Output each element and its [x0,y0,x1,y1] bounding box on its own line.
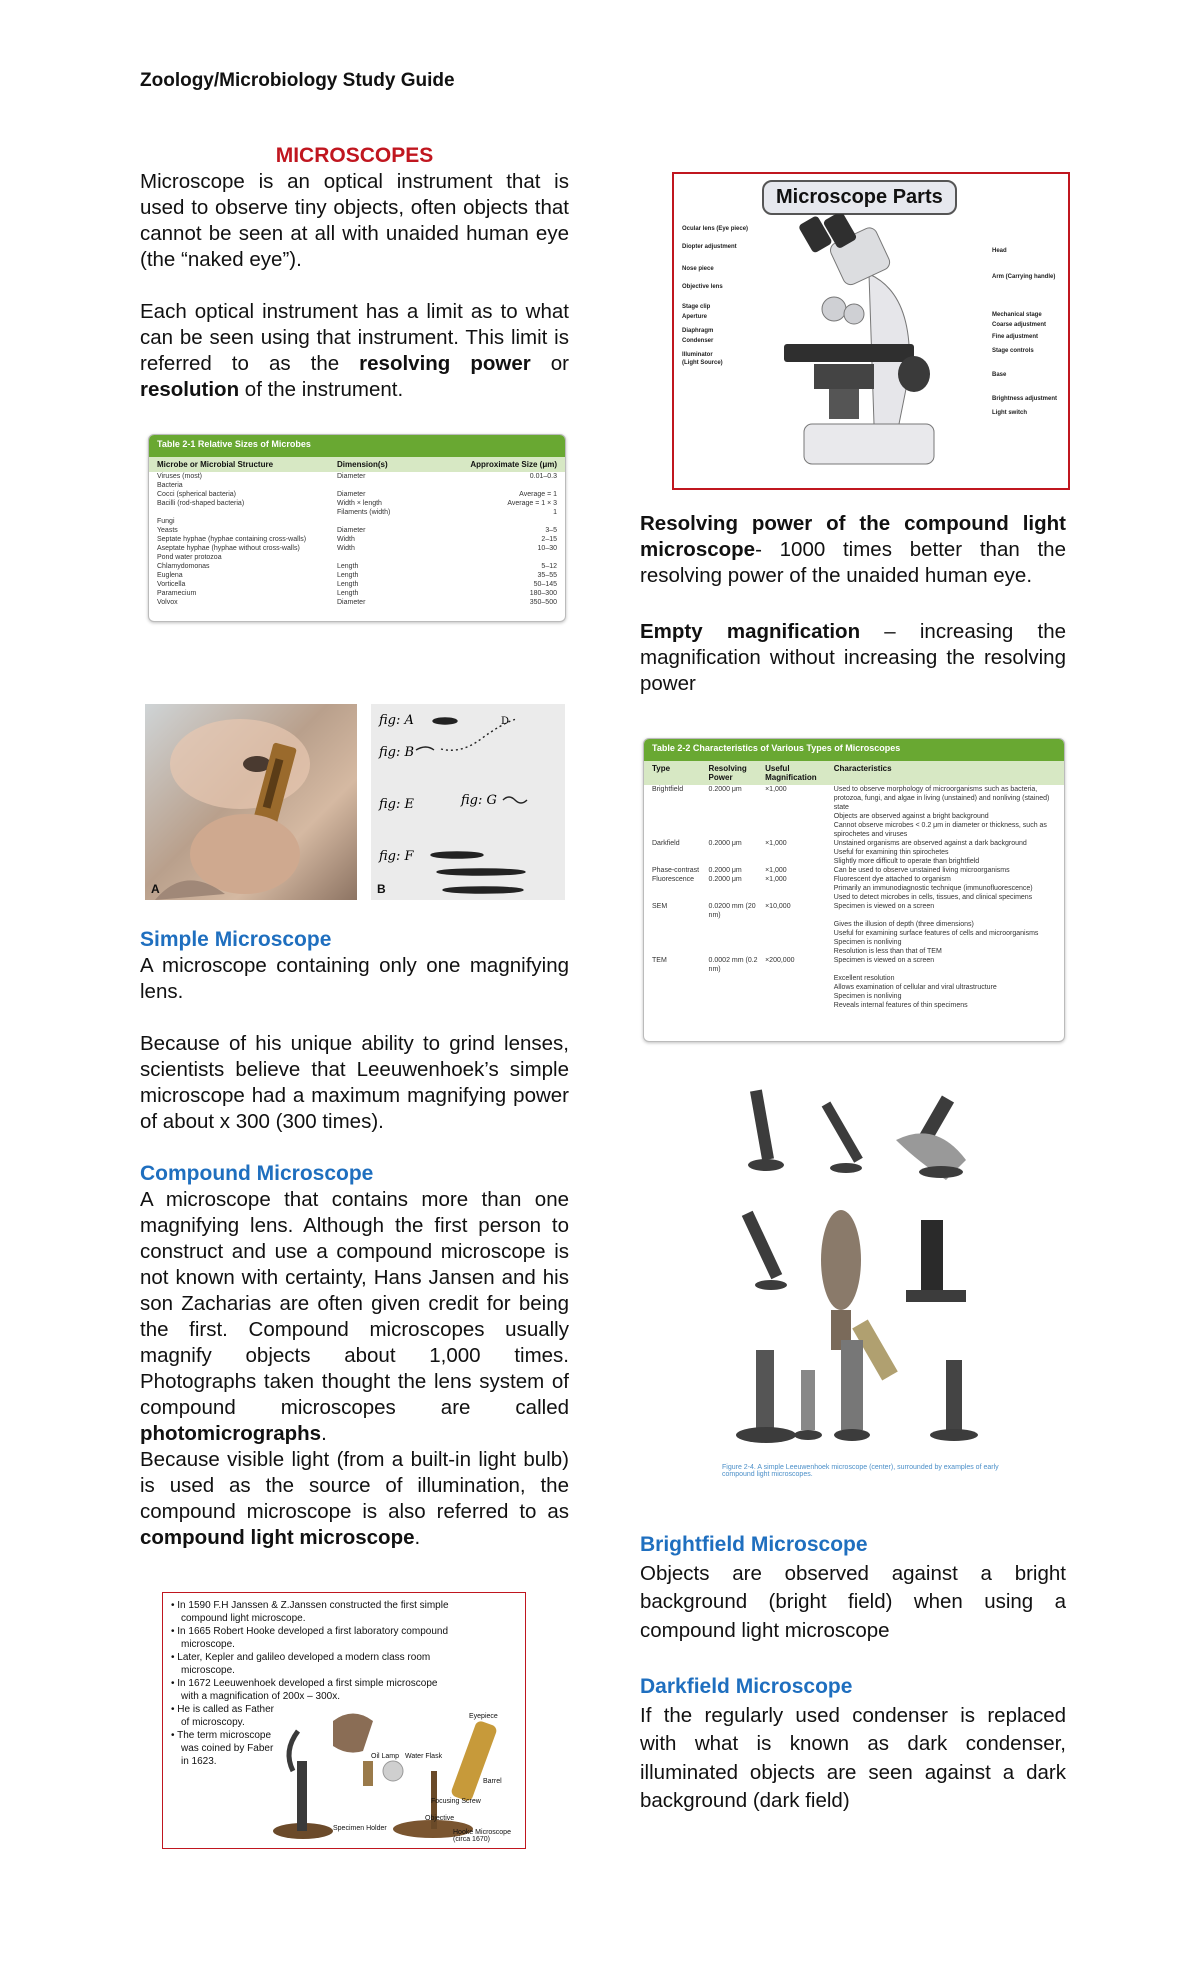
table1-cell: Bacteria [157,482,183,489]
table2-cell [765,974,834,983]
table2-row [644,983,1064,992]
compound-microscope-heading: Compound Microscope [140,1162,374,1185]
table2-cell: Used to detect microbes in cells, tissues, and clinical specimens [833,894,1033,901]
part-label: Nose piece [682,266,714,272]
table1-cell: Width [337,536,355,543]
table2-cell [652,857,709,866]
right-column-top [640,511,1066,697]
table2-cell: Resolution is less than that of TEM [833,948,942,955]
table2-cell [652,974,709,983]
table1-cell: 5–12 [541,563,557,570]
table1-cell: Vorticella [157,581,186,588]
table1-cell: Bacilli (rod-shaped bacteria) [157,500,245,507]
history-note-item: • He is called as Father of microscopy. [171,1704,274,1728]
table2-cell: Fluorescent dye attached to organism [833,876,951,883]
table2-cell: ×200,000 [765,957,795,964]
table1-title: Table 2-1 Relative Sizes of Microbes [149,435,565,457]
table2-cell [709,857,766,866]
man-with-microscope-illustration [145,704,357,900]
table2-row [644,947,1064,956]
table1-cell [337,481,457,490]
table1-cell: Euglena [157,572,183,579]
table2-cell: 0.0200 mm (20 nm) [708,903,756,919]
table1-cell: Cocci (spherical bacteria) [157,491,236,498]
table2-cell [652,929,709,938]
table1-cell [457,481,557,490]
left-column-bottom [140,927,569,1551]
history-notes-figure [162,1592,526,1849]
sketch-label-a: fig: A [379,713,414,728]
early-microscopes-caption: Figure 2-4. A simple Leeuwenhoek microscope (center), surrounded by examples of early compound light microscopes. [722,1464,999,1478]
early-microscopes-illustration [716,1080,1008,1460]
table2-cell [652,920,709,929]
label-objective: Objective [425,1815,455,1822]
table2-cell [765,821,834,839]
table1-cell: 2–15 [541,536,557,543]
table1-cell [157,508,337,517]
sketch-label-e: fig: E [379,797,414,812]
caption-b: B [377,882,386,896]
darkfield-heading: Darkfield Microscope [640,1675,853,1698]
label-eyepiece: Eyepiece [469,1713,498,1720]
table2-row [644,884,1064,893]
table1-row [149,499,565,508]
table2-cell: Specimen is nonliving [833,993,902,1000]
table2-cell [709,947,766,956]
table1-cell: Pond water protozoa [157,554,222,561]
part-label: (Light Source) [682,360,723,366]
table2-row [644,812,1064,821]
table1-row [149,535,565,544]
table2-cell [765,983,834,992]
table2-row [644,920,1064,929]
darkfield-body: If the regularly used condenser is replaced with what is known as dark condenser, illuminated objects are seen against a dark background (dark field) [640,1703,1066,1812]
table1-cell: Septate hyphae (hyphae containing cross-walls) [157,536,307,543]
table2-cell [765,947,834,956]
table2-row [644,821,1064,839]
table2-cell: Unstained organisms are observed against a dark background [833,840,1027,847]
history-note-item: • In 1590 F.H Janssen & Z.Janssen constructed the first simple compound light microscope. [171,1600,449,1624]
table2-row [644,1001,1064,1010]
table1-row [149,472,565,481]
part-label: Brightness adjustment [992,396,1058,402]
leeuwenhoek-photo [145,704,357,900]
table2-cell [765,857,834,866]
table1-cell: Volvox [157,599,178,606]
part-label: Head [992,248,1007,254]
table2-row [644,938,1064,947]
table2-row [644,902,1064,920]
table2-cell: Objects are observed against a bright background [833,813,989,820]
table2-cell: Slightly more difficult to operate than brightfield [833,858,980,865]
simple-definition: A microscope containing only one magnifying lens. [140,954,569,1003]
table2-cell [765,992,834,1001]
table2-row [644,929,1064,938]
part-label: Illuminator [682,352,713,358]
table2-cell: Allows examination of cellular and viral ultrastructure [833,984,997,991]
sketch-label-g: fig: G [461,793,497,808]
intro-paragraph: Microscope is an optical instrument that is used to observe tiny objects, often objects that cannot be seen at all with unaided human eye (the “naked eye”). [140,170,569,271]
brightfield-body: Objects are observed against a bright background (bright field) when using a compound light microscope [640,1561,1066,1642]
table1-cell: Filaments (width) [337,509,391,516]
resolving-power-paragraph: Resolving power of the compound light microscope- 1000 times better than the resolving power of the unaided human eye. [640,512,1066,587]
table1-cell: Average = 1 × 3 [507,500,557,507]
label-hooke-microscope: Hooke Microscope (circa 1670) [453,1829,511,1843]
table1-cell [337,553,457,562]
table2-cell [709,1001,766,1010]
sketch-label-f: fig: F [379,849,414,864]
microscope-parts-figure [672,172,1070,490]
table1-cell: Width × length [337,500,382,507]
table2-cell: 0.2000 μm [708,876,742,883]
table1-body [149,472,565,607]
table2-cell [652,812,709,821]
table2-cell [652,848,709,857]
empty-magnification-paragraph: Empty magnification – increasing the magnification without increasing the resolving power [640,620,1067,695]
table1-cell: Diameter [337,527,366,534]
table2-cell [765,893,834,902]
table2-cell [709,893,766,902]
table1-cell [337,517,457,526]
table2-row [644,848,1064,857]
table2-row [644,893,1064,902]
history-note-item: • The term microscope was coined by Faber in 1623. [171,1730,274,1767]
microbe-size-table [148,434,566,622]
table2-cell: ×1,000 [765,867,787,874]
table2-cell [765,848,834,857]
table2-cell [652,821,709,839]
microscope-illustration [774,214,954,484]
table2-cell: Gives the illusion of depth (three dimensions) [833,921,974,928]
table1-row [149,490,565,499]
table2-cell [765,929,834,938]
hooke-microscope-illustration [263,1701,523,1846]
brightfield-heading: Brightfield Microscope [640,1533,868,1556]
history-note-item: • Later, Kepler and galileo developed a modern class room microscope. [171,1652,431,1676]
table2-cell: 0.0002 mm (0.2 nm) [708,957,758,973]
table1-header: Microbe or Microbial Structure Dimension(s) Approximate Size (μm) [149,457,565,472]
table2-cell: Useful for examining surface features of cells and microorganisms [833,930,1039,937]
section-title: MICROSCOPES [275,144,434,167]
table2-cell: Darkfield [652,840,680,847]
table1-cell: Average = 1 [519,491,557,498]
part-label: Base [992,372,1007,378]
part-label: Arm (Carrying handle) [992,274,1056,280]
label-focusing-screw: Focusing Screw [431,1798,481,1805]
table2-cell: Fluorescence [652,876,695,883]
label-barrel: Barrel [483,1778,502,1785]
table1-row [149,580,565,589]
table2-cell [709,938,766,947]
part-label: Diaphragm [682,328,714,334]
table2-row [644,956,1064,974]
table2-cell [765,1001,834,1010]
part-label: Condenser [682,338,714,344]
table2-cell [652,893,709,902]
table2-cell [652,938,709,947]
table2-cell [709,812,766,821]
table1-row [149,562,565,571]
table2-cell: TEM [652,957,667,964]
table2-cell [652,884,709,893]
table1-row [149,571,565,580]
table2-cell: 0.2000 μm [708,786,742,793]
history-note-item: • In 1665 Robert Hooke developed a first laboratory compound microscope. [171,1626,449,1650]
table2-cell: Excellent resolution [833,975,895,982]
limit-paragraph: Each optical instrument has a limit as to what can be seen using that instrument. This limit is referred to as the resolving power or resolution of the instrument. [140,300,569,401]
table2-row [644,875,1064,884]
part-label: Fine adjustment [992,334,1039,340]
table2-header: Type Resolving Power Useful Magnification Characteristics [644,761,1064,785]
table2-cell [765,920,834,929]
leeuwenhoek-sketches [371,704,565,900]
part-label: Diopter adjustment [682,244,737,250]
table2-row [644,839,1064,848]
table2-cell: Reveals internal features of thin specimens [833,1002,968,1009]
table1-cell: Yeasts [157,527,178,534]
label-specimen-holder: Specimen Holder [333,1825,387,1832]
table2-cell: Cannot observe microbes < 0.2 μm in diameter or thickness, such as spirochetes and viruses [833,822,1047,838]
right-column-bottom [640,1531,1066,1816]
part-label: Stage clip [682,304,711,310]
microscope-parts-title: Microscope Parts [762,180,957,215]
part-label: Objective lens [682,284,723,290]
table2-cell: ×1,000 [765,840,787,847]
table2-title: Table 2-2 Characteristics of Various Types of Microscopes [644,739,1064,761]
history-note-item: • In 1672 Leeuwenhoek developed a first simple microscope with a magnification of 200x – 300x. [171,1678,438,1702]
table1-cell: Length [337,590,359,597]
table1-cell: 50–145 [533,581,557,588]
part-label: Coarse adjustment [992,322,1047,328]
table2-cell [709,884,766,893]
microscope-types-table [643,738,1065,1042]
table2-cell [709,983,766,992]
table1-row [149,508,565,517]
table2-cell [709,974,766,983]
table1-row [149,526,565,535]
table1-cell: 350–500 [529,599,557,606]
table1-cell: Aseptate hyphae (hyphae without cross-walls) [157,545,300,552]
table1-cell: 180–300 [529,590,557,597]
table1-cell: Diameter [337,491,366,498]
part-label: Light switch [992,410,1027,416]
table2-cell: Specimen is viewed on a screen [833,903,935,910]
table2-cell [709,992,766,1001]
left-column-top [140,143,569,403]
light-paragraph: Because visible light (from a built-in light bulb) is used as the source of illumination, the compound microscope is also referred to as compound light microscope. [140,1448,569,1549]
table1-cell: 10–30 [537,545,557,552]
table2-cell [652,992,709,1001]
part-label: Mechanical stage [992,312,1042,318]
part-label: Stage controls [992,348,1034,354]
part-label: Aperture [682,314,708,320]
table1-cell: Viruses (most) [157,473,202,480]
table2-cell: ×10,000 [765,903,791,910]
page-header: Zoology/Microbiology Study Guide [140,70,455,91]
table2-cell: Specimen is viewed on a screen [833,957,935,964]
table2-row [644,992,1064,1001]
table2-body [644,785,1064,1010]
bacteria-sketches [371,704,565,900]
part-label: Ocular lens (Eye piece) [682,226,749,232]
table1-row [149,544,565,553]
table2-cell: ×1,000 [765,786,787,793]
table2-cell [709,929,766,938]
table1-row [149,481,565,490]
table2-cell: 0.2000 μm [708,867,742,874]
table1-row [149,589,565,598]
label-water-flask: Water Flask [405,1753,443,1760]
table2-row [644,866,1064,875]
table2-cell [652,947,709,956]
table2-cell: Useful for examining thin spirochetes [833,849,949,856]
table2-cell: ×1,000 [765,876,787,883]
table1-cell: Paramecium [157,590,197,597]
table1-row [149,598,565,607]
early-microscopes-figure [716,1080,1008,1490]
table2-cell [709,920,766,929]
table2-cell [652,983,709,992]
simple-body: Because of his unique ability to grind lenses, scientists believe that Leeuwenhoek’s simple microscope had a maximum magnifying power of about x 300 (300 times). [140,1032,569,1133]
sketch-label-d: D [501,716,510,727]
table2-cell: Specimen is nonliving [833,939,902,946]
table1-cell: Length [337,581,359,588]
table1-cell: Length [337,563,359,570]
table2-row [644,974,1064,983]
table2-cell [765,884,834,893]
table1-cell: Chlamydomonas [157,563,210,570]
caption-a: A [151,882,160,896]
table2-cell: 0.2000 μm [708,840,742,847]
table1-row [149,553,565,562]
compound-body: A microscope that contains more than one magnifying lens. Although the first person to construct and use a compound microscope is not known with certainty, Hans Jansen and his son Zacharias are often given credit for being the first. Compound microscopes usually magnify objects about 1,000 times. Photographs taken thought the lens system of compound microscopes are called photomicrographs. [140,1188,569,1445]
table2-cell: Brightfield [652,786,684,793]
table1-cell: 1 [553,509,557,516]
table2-cell: Primarily an immunodiagnostic technique (immunofluorescence) [833,885,1033,892]
table2-cell [765,938,834,947]
table2-cell [765,812,834,821]
table2-cell: SEM [652,903,668,910]
sketch-label-b: fig: B [379,745,415,760]
table1-cell: Diameter [337,473,366,480]
table1-row [149,517,565,526]
label-oil-lamp: Oil Lamp [371,1753,400,1760]
table2-cell: Used to observe morphology of microorganisms such as bacteria, protozoa, fungi, and algae in living (unstained) and nonliving (stained) state [833,786,1050,811]
table1-cell: Width [337,545,355,552]
table1-cell [457,553,557,562]
table1-cell: 35–55 [537,572,557,579]
table2-cell: Phase-contrast [652,867,700,874]
simple-microscope-heading: Simple Microscope [140,928,332,951]
table2-cell: Can be used to observe unstained living microorganisms [833,867,1010,874]
table2-row [644,857,1064,866]
table2-row [644,785,1064,812]
table1-cell: 0.01–0.3 [529,473,557,480]
table2-cell [709,848,766,857]
table1-cell: 3–5 [545,527,557,534]
table1-cell: Diameter [337,599,366,606]
table1-cell: Fungi [157,518,175,525]
table2-cell [709,821,766,839]
table1-cell [457,517,557,526]
table2-cell [652,1001,709,1010]
table1-cell: Length [337,572,359,579]
